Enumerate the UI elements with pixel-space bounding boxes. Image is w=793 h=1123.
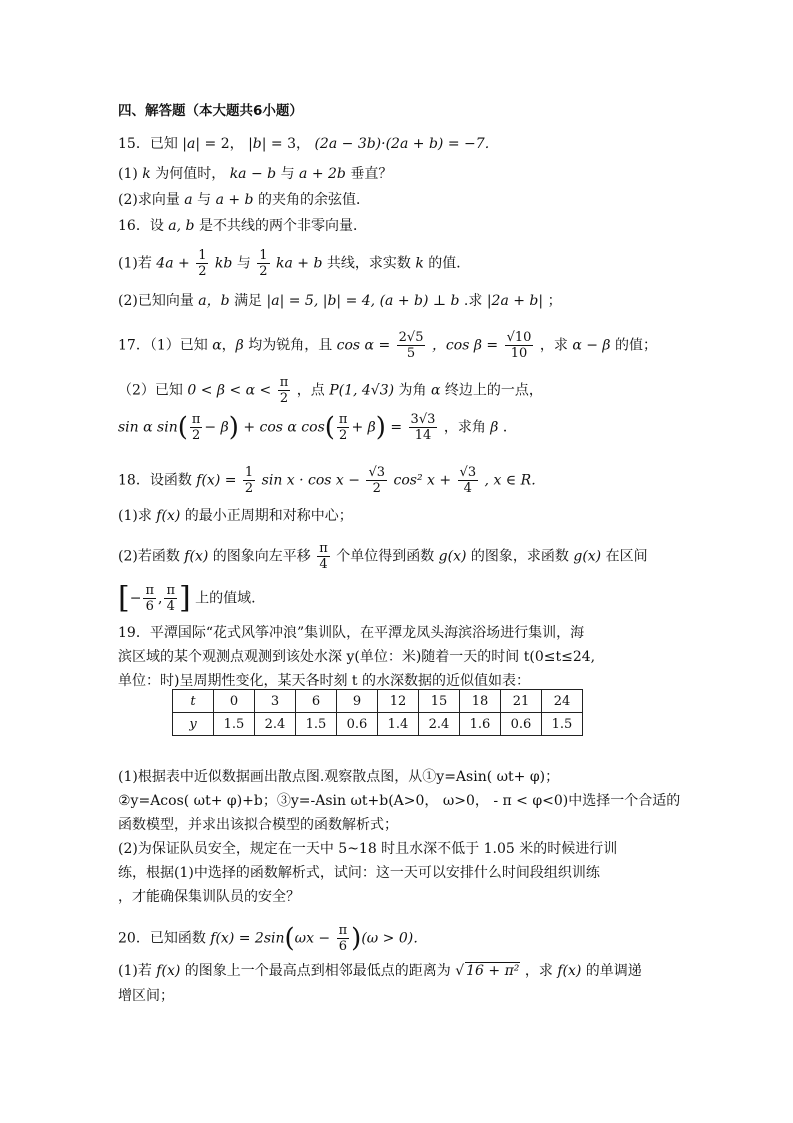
q20-p1-label: (1)若 xyxy=(118,963,152,979)
q17-eq-frac3-num: 3√3 xyxy=(410,412,436,427)
table-cell: 2.4 xyxy=(255,713,296,736)
q15-p2-a: a xyxy=(184,192,193,208)
q17-p2-mid2: 为角 xyxy=(398,382,427,399)
q18-frac1-den: 2 xyxy=(244,481,254,496)
q17-eq-e: = xyxy=(390,419,403,436)
q20-frac-num: π xyxy=(338,923,348,938)
q17-comma: ， xyxy=(221,337,236,354)
q17-eq-frac3 xyxy=(409,412,438,443)
q16-p2-vars: a，b xyxy=(198,293,230,309)
table-row xyxy=(173,713,583,736)
table-cell: 15 xyxy=(419,690,460,713)
q18-frac2-den: 2 xyxy=(372,481,381,496)
q15-eq2: = 2， xyxy=(204,136,244,152)
q16-p2-ask: .求 xyxy=(463,293,483,309)
table-cell: 0.6 xyxy=(501,713,542,736)
q15-p1-k: k xyxy=(142,166,151,182)
q15-abs-b: |b| xyxy=(248,136,267,152)
q17-eq-end: ． xyxy=(502,419,517,436)
q16-p2-end: ； xyxy=(547,293,562,309)
q18-p2-frac xyxy=(317,541,330,572)
q20-paren-open: ( xyxy=(284,923,295,954)
table-cell: 1.5 xyxy=(214,713,255,736)
q17-p2-frac-den: 2 xyxy=(279,391,289,406)
q15-part1 xyxy=(118,165,392,183)
q18-part1 xyxy=(118,507,353,525)
q16-part2 xyxy=(118,292,562,310)
q18-p1-f: f(x) xyxy=(156,508,181,524)
q18-frac1-num: 1 xyxy=(244,465,254,480)
table-cell: 2.4 xyxy=(419,713,460,736)
q20-stem xyxy=(118,923,427,954)
q18-t3: , x ∈ R． xyxy=(484,472,546,489)
q18-frac2 xyxy=(366,465,387,496)
q20-p1-mid2: ，求 xyxy=(524,963,553,979)
q16-p1-pre: (1)若 xyxy=(118,255,152,272)
q18-bracket-close: ] xyxy=(179,580,191,616)
q16-p1-frac2-den: 2 xyxy=(259,264,268,279)
q17-frac2-den: 10 xyxy=(510,346,528,361)
q18-frac2-num: √3 xyxy=(368,465,386,480)
q20-part1-cont: 增区间； xyxy=(118,988,174,1004)
q18-interval-end: 上的值域. xyxy=(195,590,256,607)
q20-p1-sqrt-sign: √ xyxy=(455,963,465,979)
q17-eq-frac3-den: 14 xyxy=(414,428,432,443)
q18-bracket-open: [ xyxy=(118,580,130,616)
table-cell: 1.5 xyxy=(542,713,583,736)
q17-eq-paren-close-2: ) xyxy=(375,412,386,443)
q18-p2-mid: 的图象向左平移 xyxy=(212,548,311,565)
q16-vars: a, b xyxy=(168,218,195,234)
q19-line6: 函数模型，并求出该拟合模型的函数解析式； xyxy=(118,817,398,833)
q15-p2-label: (2)求向量 xyxy=(118,192,180,208)
q16-p2-cond: 满足 xyxy=(234,293,263,309)
q18-p2-label: (2)若函数 xyxy=(118,548,180,565)
q18-frac1 xyxy=(243,465,255,496)
q17-p2-frac xyxy=(278,375,291,406)
q17-frac1 xyxy=(397,330,426,361)
q17-cos-b: ，cos β = xyxy=(431,337,499,354)
q18-p2-g: g(x) xyxy=(438,548,467,565)
q16-p1-frac2 xyxy=(257,248,269,279)
q17-label: 17．（1）已知 xyxy=(118,337,208,354)
q20-frac-den: 6 xyxy=(338,939,348,954)
q16-p1-tail: 的值． xyxy=(428,255,471,272)
q17-eq-frac1-den: 2 xyxy=(192,428,201,443)
q17-p2-frac-num: π xyxy=(279,375,289,390)
table-cell: 24 xyxy=(542,690,583,713)
q17-eq-paren-open-1: ( xyxy=(177,412,188,443)
q18-label: 18．设函数 xyxy=(118,472,192,489)
q18-int-frac-b xyxy=(164,583,177,614)
q15-p2-mid: 与 xyxy=(197,192,212,208)
q19-line4: (1)根据表中近似数据画出散点图.观察散点图，从①y=Asin( ωt+ φ)； xyxy=(118,769,560,785)
q17-eq-b: − β xyxy=(204,419,229,436)
q16-stem xyxy=(118,217,367,235)
table-cell: 0 xyxy=(214,690,255,713)
q18-int-frac-b-den: 4 xyxy=(166,599,175,614)
q15-p1-text: 为何值时， xyxy=(155,166,226,182)
q20-fx: f(x) = 2sin xyxy=(210,930,285,947)
q15-p1-label: (1) xyxy=(118,166,138,182)
q15-eq3: = 3， xyxy=(270,136,311,152)
q16-p1-k: k xyxy=(415,255,424,272)
q15-p1-mid: 与 xyxy=(280,166,295,182)
q19-line2: 滨区域的某个观测点观测到该处水深 y(单位：米)随着一天的时间 t(0≤t≤24, xyxy=(118,649,596,665)
q17-eq-frac1 xyxy=(190,412,203,443)
q19-line3: 单位：时)呈周期性变化，某天各时刻 t 的水深数据的近似值如表： xyxy=(118,673,530,689)
q20-p1-mid: 的图象上一个最高点到相邻最低点的距离为 xyxy=(184,963,451,979)
q17-part1 xyxy=(118,330,657,361)
q17-frac2 xyxy=(505,330,534,361)
q17-frac2-num: √10 xyxy=(506,330,532,345)
q17-eq-frac2-den: 2 xyxy=(339,428,348,443)
q16-p1-frac2-num: 1 xyxy=(259,248,268,263)
q20-p1-sqrt: 16 + π² xyxy=(466,963,520,979)
q17-stem2: 均为锐角，且 xyxy=(248,337,333,354)
table-cell: 3 xyxy=(255,690,296,713)
q18-p2-g2: g(x) xyxy=(573,548,602,565)
q17-p2-mid: ，点 xyxy=(296,382,325,399)
q18-stem xyxy=(118,465,545,496)
q17-p2-end: 终边上的一点， xyxy=(444,382,543,399)
q17-eq-paren-open-2: ( xyxy=(324,412,335,443)
q17-alpha: α xyxy=(212,337,222,354)
q17-eq-frac1-num: π xyxy=(191,412,201,427)
q15-p1-expr1: ka − b xyxy=(229,166,277,182)
q16-p1-frac1-num: 1 xyxy=(198,248,207,263)
q17-cos-a: cos α = xyxy=(336,337,391,354)
q19-line8: 练，根据(1)中选择的函数解析式，试问：这一天可以安排什么时间段组织训练 xyxy=(118,865,600,881)
q19-line5: ②y=Acos( ωt+ φ)+b；③y=-Asin ωt+b(A>0， ω>0， - π < φ<0)中选择一个合适的 xyxy=(118,793,681,809)
q18-p2-end: 在区间 xyxy=(605,548,648,565)
q15-p1-expr2: a + 2b xyxy=(299,166,346,182)
q18-t2: cos² x + xyxy=(393,472,452,489)
q16-p2-pre: (2)已知向量 xyxy=(118,293,194,309)
q16-label: 16．设 xyxy=(118,218,164,234)
q20-frac xyxy=(337,923,350,954)
q15-dot-expr: (2a − 3b)·(2a + b) = −7． xyxy=(314,136,499,152)
table-cell: 12 xyxy=(378,690,419,713)
q18-p2-f: f(x) xyxy=(184,548,209,565)
table-cell: 1.5 xyxy=(296,713,337,736)
table-cell: 21 xyxy=(501,690,542,713)
q18-p2-frac-den: 4 xyxy=(319,557,328,572)
q18-p2-frac-num: π xyxy=(319,541,328,556)
q18-int-frac-a xyxy=(143,583,156,614)
table-cell: 1.4 xyxy=(378,713,419,736)
q15-abs-a: |a| xyxy=(182,136,201,152)
water-depth-table xyxy=(172,689,583,736)
q16-p1-end: 共线，求实数 xyxy=(326,255,411,272)
q18-t1: sin x · cos x − xyxy=(261,472,361,489)
q16-p1-frac1 xyxy=(196,248,208,279)
q15-part2 xyxy=(118,191,370,209)
q18-int-frac-a-den: 6 xyxy=(145,599,154,614)
section-heading: 四、解答题（本大题共6小题） xyxy=(118,103,303,119)
q17-p2-cond: 0 < β < α < xyxy=(187,382,272,399)
q20-p1-end: 的单调递 xyxy=(585,963,642,979)
q16-p1-frac1-den: 2 xyxy=(198,264,207,279)
q19-line9: ，才能确保集训队员的安全？ xyxy=(118,889,300,905)
q15-label: 15．已知 xyxy=(118,136,178,152)
q20-inner: ωx − xyxy=(294,930,331,947)
q16-p1-e1b: kb xyxy=(214,255,233,272)
q20-p1-f: f(x) xyxy=(156,963,181,979)
q20-paren-close: ) xyxy=(351,923,362,954)
q18-p1-end: 的最小正周期和对称中心； xyxy=(184,508,353,524)
q17-eq-ask: ，求角 xyxy=(443,419,486,436)
q17-p2-alpha: α xyxy=(430,382,441,399)
q17-eq-beta: β xyxy=(490,419,499,436)
q17-eq-paren-close-1: ) xyxy=(228,412,239,443)
table-cell: 18 xyxy=(460,690,501,713)
q20-label: 20．已知函数 xyxy=(118,930,206,947)
table-cell: 6 xyxy=(296,690,337,713)
q17-eq-frac2 xyxy=(337,412,350,443)
q18-int-frac-b-num: π xyxy=(166,583,175,598)
q15-p1-end: 垂直？ xyxy=(350,166,393,182)
q18-p1-label: (1)求 xyxy=(118,508,152,524)
q20-part1 xyxy=(118,962,642,980)
q16-p1-e1a: 4a + xyxy=(156,255,190,272)
q17-equation xyxy=(118,412,517,443)
q17-frac1-den: 5 xyxy=(406,346,416,361)
q17-p2-point: P(1, 4√3) xyxy=(329,382,395,399)
q18-int-frac-a-num: π xyxy=(145,583,154,598)
q16-stem-end: 是不共线的两个非零向量． xyxy=(198,218,367,234)
table-row xyxy=(173,690,583,713)
q16-p2-expr: |a| = 5, |b| = 4, (a + b) ⊥ b xyxy=(266,293,460,309)
q17-eq-d: + β xyxy=(351,419,376,436)
q19-line1: 19．平潭国际“花式风筝冲浪”集训队，在平潭龙凤头海滨浴场进行集训，海 xyxy=(118,625,585,641)
q20-p1-f2: f(x) xyxy=(557,963,582,979)
q17-eq-c: + cos α cos xyxy=(243,419,325,436)
q17-ask-end: 的值； xyxy=(614,337,657,354)
table-cell: 1.6 xyxy=(460,713,501,736)
q16-p1-e2b: ka + b xyxy=(276,255,323,272)
q18-part2 xyxy=(118,541,648,572)
q16-p2-target: |2a + b| xyxy=(486,293,544,309)
q18-frac3 xyxy=(458,465,479,496)
q19-line7: (2)为保证队员安全，规定在一天中 5~18 时且水深不低于 1.05 米的时候进行训 xyxy=(118,841,618,857)
table-row-label: y xyxy=(173,713,214,736)
q18-interval-minus: − xyxy=(129,590,142,607)
q20-cond: (ω > 0)． xyxy=(361,930,428,947)
q15-stem xyxy=(118,135,499,153)
table-header-label: t xyxy=(173,690,214,713)
q17-p2-pre: （2）已知 xyxy=(118,382,183,399)
q17-frac1-num: 2√5 xyxy=(398,330,424,345)
q18-p2-mid3: 的图象，求函数 xyxy=(470,548,569,565)
q16-p1-mid: 与 xyxy=(236,255,251,272)
q18-frac3-num: √3 xyxy=(459,465,477,480)
table-cell: 0.6 xyxy=(337,713,378,736)
q17-eq-a: sin α sin xyxy=(118,419,178,436)
q15-p2-expr: a + b xyxy=(215,192,254,208)
q17-beta: β xyxy=(235,337,244,354)
q18-interval xyxy=(118,580,256,616)
q16-part1 xyxy=(118,248,470,279)
q17-ab: α − β xyxy=(572,337,611,354)
q18-frac3-den: 4 xyxy=(463,481,472,496)
table-cell: 9 xyxy=(337,690,378,713)
q18-interval-comma: , xyxy=(158,590,163,607)
q17-eq-frac2-num: π xyxy=(338,412,348,427)
q17-part2 xyxy=(118,375,543,406)
q18-p2-mid2: 个单位得到函数 xyxy=(336,548,435,565)
q18-fx: f(x) = xyxy=(196,472,237,489)
q17-ask: ，求 xyxy=(539,337,568,354)
q15-p2-end: 的夹角的余弦值． xyxy=(257,192,370,208)
